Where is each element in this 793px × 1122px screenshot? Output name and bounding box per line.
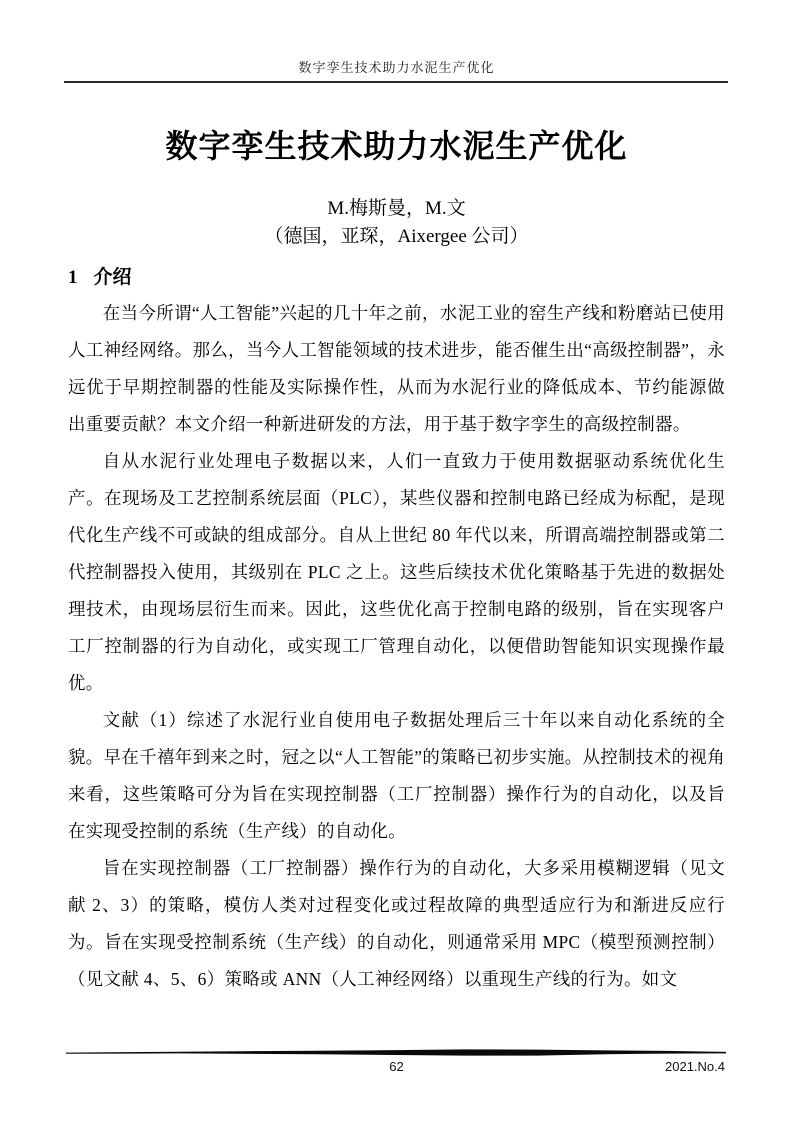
footer xyxy=(68,1059,725,1077)
page-number: 62 xyxy=(389,1059,404,1074)
article-title: 数字孪生技术助力水泥生产优化 xyxy=(165,128,628,164)
section-title: 介绍 xyxy=(93,267,132,288)
body-paragraph: 在当今所谓“人工智能”兴起的几十年之前，水泥工业的窑生产线和粉磨站已使用人工神经网络。那么，当今人工智能领域的技术进步，能否催生出“高级控制器”，永远优于早期控制器的性能及实际操作性，从而为水泥行业的降低成本、节约能源做出重要贡献？本文介绍一种新进研发的方法，用于基于数字孪生的高级控制器。 xyxy=(68,303,725,434)
section-number: 1 xyxy=(68,267,78,288)
article-affiliation: （德国，亚琛，Aixergee 公司） xyxy=(264,226,529,247)
body-paragraph: 自从水泥行业处理电子数据以来，人们一直致力于使用数据驱动系统优化生产。在现场及工艺控制系统层面（PLC），某些仪器和控制电路已经成为标配，是现代化生产线不可或缺的组成部分。自从上世纪 80 年代以来，所谓高端控制器或第二代控制器投入使用，其级别在 PLC 之上。这些后续技术优化策略基于先进的数据处理技术，由现场层衍生而来。因此，这些优化高于控制电路的级别，旨在实现客户工厂控制器的行为自动化，或实现工厂管理自动化，以便借助智能知识实现操作最优。 xyxy=(68,451,725,693)
footer-rule xyxy=(66,1048,726,1059)
article-body xyxy=(68,124,725,998)
paragraph-container xyxy=(68,295,725,998)
article-authors: M.梅斯曼，M.文 xyxy=(327,198,466,219)
header-rule xyxy=(64,81,728,83)
running-header-title: 数字孪生技术助力水泥生产优化 xyxy=(298,60,495,75)
body-paragraph: 文献（1）综述了水泥行业自使用电子数据处理后三十年以来自动化系统的全貌。早在千禧年到来之时，冠之以“人工智能”的策略已初步实施。从控制技术的视角来看，这些策略可分为旨在实现控制器（工厂控制器）操作行为的自动化，以及旨在实现受控制的系统（生产线）的自动化。 xyxy=(68,710,725,841)
body-paragraph: 旨在实现控制器（工厂控制器）操作行为的自动化，大多采用模糊逻辑（见文献 2、3）的策略，模仿人类对过程变化或过程故障的典型适应行为和渐进反应行为。旨在实现受控制系统（生产线）的自动化，则通常采用 MPC（模型预测控制）（见文献 4、5、6）策略或 ANN（人工神经网络）以重现生产线的行为。如文 xyxy=(68,858,725,989)
section-heading xyxy=(68,264,725,292)
issue-label: 2021.No.4 xyxy=(665,1059,725,1074)
